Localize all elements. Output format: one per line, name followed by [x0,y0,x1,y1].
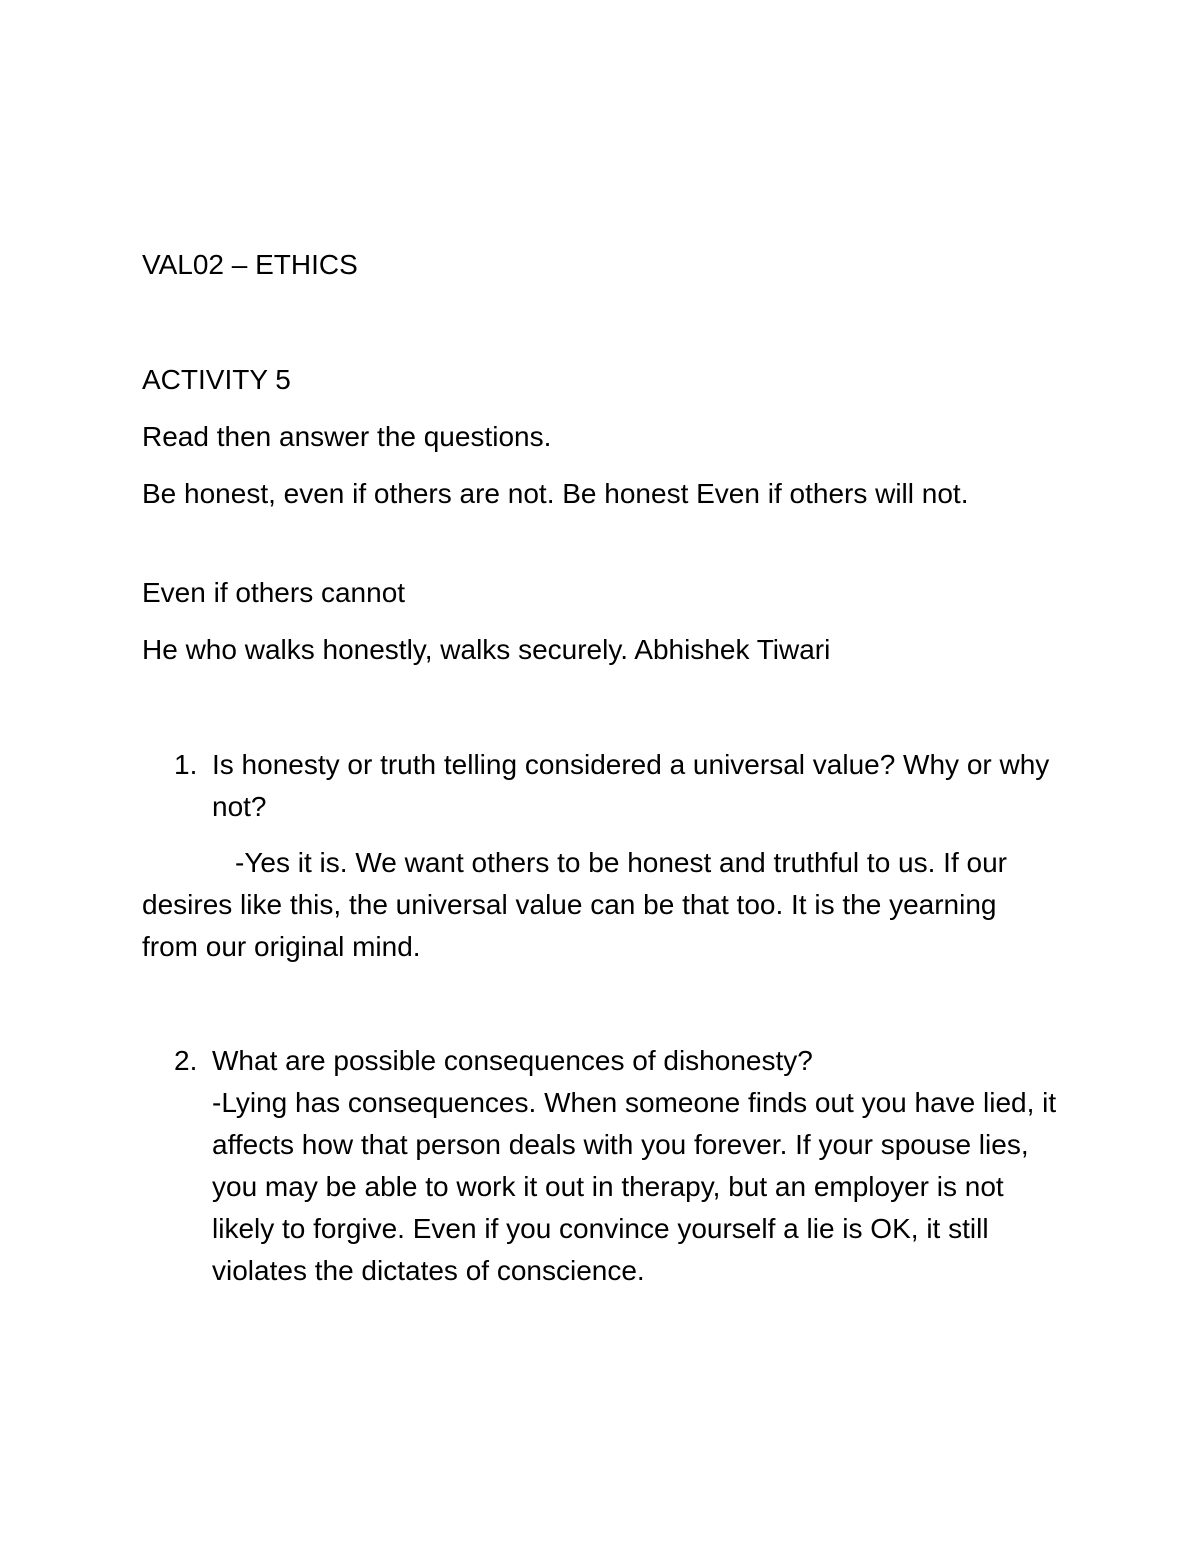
quote-line-3: He who walks honestly, walks securely. Abhishek Tiwari [142,634,831,665]
question-1-number: 1. [174,749,198,780]
course-title: VAL02 – ETHICS [142,249,358,280]
question-2-text: What are possible consequences of dishonesty? [212,1045,813,1076]
instruction-text: Read then answer the questions. [142,421,552,452]
activity-title: ACTIVITY 5 [142,364,291,395]
question-2-number: 2. [174,1045,198,1076]
quote-line-1: Be honest, even if others are not. Be honest Even if others will not. [142,478,969,509]
question-2 [142,1040,1062,1290]
question-2-body [212,1040,1062,1292]
answer-2-text: -Lying has consequences. When someone finds out you have lied, it affects how that person deals with you forever. If your spouse lies, you may be able to work it out in therapy, but an employer is not likely to forgive. Even if you convince yourself a lie is OK, it still violates the dictates of conscience. [212,1087,1057,1286]
question-1-text: Is honesty or truth telling considered a universal value? Why or why not? [212,749,1050,822]
quote-line-2: Even if others cannot [142,577,406,608]
question-1 [142,744,1062,828]
answer-1-text: -Yes it is. We want others to be honest and truthful to us. If our desires like this, the universal value can be that too. It is the yearning from our original mind. [142,847,1007,962]
